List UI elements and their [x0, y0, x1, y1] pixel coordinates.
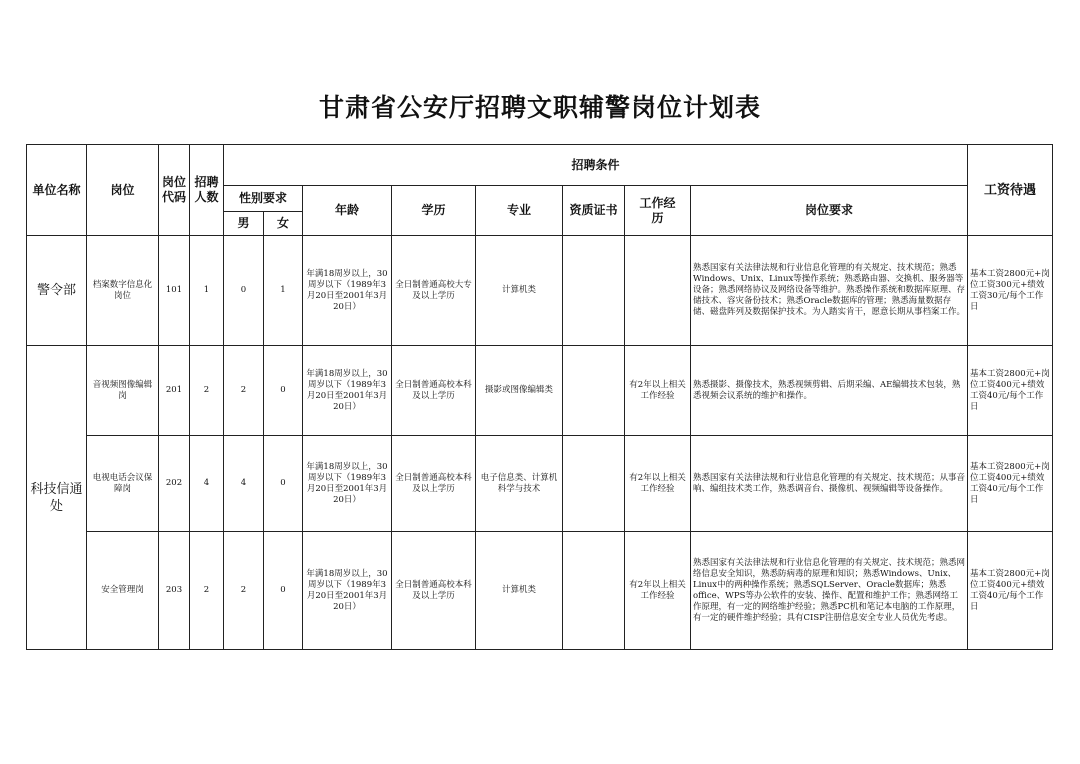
code-cell: 203: [159, 532, 190, 650]
header-code: 岗位代码: [159, 145, 190, 236]
major-cell: 电子信息类、计算机科学与技术: [476, 436, 563, 532]
male-cell: 2: [224, 532, 264, 650]
salary-cell: 基本工资2800元+岗位工资400元+绩效工资40元/每个工作日: [968, 346, 1053, 436]
experience-cell: [625, 236, 691, 346]
age-cell: 年满18周岁以上，30周岁以下（1989年3月20日至2001年3月20日）: [303, 532, 392, 650]
header-requirements: 岗位要求: [691, 186, 968, 236]
recruitment-plan-table: [26, 144, 1053, 650]
post-cell: 档案数字信息化岗位: [87, 236, 159, 346]
salary-cell: 基本工资2800元+岗位工资300元+绩效工资30元/每个工作日: [968, 236, 1053, 346]
header-male: 男: [224, 212, 264, 236]
experience-cell: 有2年以上相关工作经验: [625, 436, 691, 532]
certificate-cell: [563, 436, 625, 532]
age-cell: 年满18周岁以上，30周岁以下（1989年3月20日至2001年3月20日）: [303, 436, 392, 532]
requirements-cell: 熟悉国家有关法律法规和行业信息化管理的有关规定、技术规范；熟悉Windows、Unix、Linux等操作系统；熟悉路由器、交换机、服务器等设备；熟悉网络协议及网络设备等维护。熟悉操作系统和数据库原理、存储技术、容灾备份技术；熟悉Oracle数据库的管理；熟悉海量数据存储、磁盘阵列及数据保护技术。为人踏实肯干，愿意长期从事档案工作。: [691, 236, 968, 346]
education-cell: 全日制普通高校本科及以上学历: [392, 436, 476, 532]
table-row: [27, 236, 1053, 346]
header-major: 专业: [476, 186, 563, 236]
education-cell: 全日制普通高校本科及以上学历: [392, 346, 476, 436]
table-row: [27, 532, 1053, 650]
count-cell: 1: [190, 236, 224, 346]
experience-cell: 有2年以上相关工作经验: [625, 532, 691, 650]
header-salary: 工资待遇: [968, 145, 1053, 236]
header-experience: 工作经历: [625, 186, 691, 236]
code-cell: 202: [159, 436, 190, 532]
certificate-cell: [563, 346, 625, 436]
count-cell: 2: [190, 532, 224, 650]
major-cell: 计算机类: [476, 236, 563, 346]
male-cell: 4: [224, 436, 264, 532]
female-cell: 0: [264, 346, 303, 436]
header-education: 学历: [392, 186, 476, 236]
certificate-cell: [563, 532, 625, 650]
header-certificate: 资质证书: [563, 186, 625, 236]
age-cell: 年满18周岁以上，30周岁以下（1989年3月20日至2001年3月20日）: [303, 346, 392, 436]
header-age: 年龄: [303, 186, 392, 236]
code-cell: 201: [159, 346, 190, 436]
age-cell: 年满18周岁以上，30周岁以下（1989年3月20日至2001年3月20日）: [303, 236, 392, 346]
female-cell: 1: [264, 236, 303, 346]
header-female: 女: [264, 212, 303, 236]
header-post: 岗位: [87, 145, 159, 236]
header-count: 招聘人数: [190, 145, 224, 236]
major-cell: 摄影或图像编辑类: [476, 346, 563, 436]
experience-cell: 有2年以上相关工作经验: [625, 346, 691, 436]
count-cell: 2: [190, 346, 224, 436]
education-cell: 全日制普通高校大专及以上学历: [392, 236, 476, 346]
header-conditions: 招聘条件: [224, 145, 968, 186]
requirements-cell: 熟悉国家有关法律法规和行业信息化管理的有关规定、技术规范；熟悉网络信息安全知识，熟悉防病毒的原理和知识；熟悉Windows、Unix、Linux中的两种操作系统；熟悉SQLServer、Oracle数据库；熟悉office、WPS等办公软件的安装、操作、配置和维护工作；熟悉网络工作原理，有一定的网络维护经验；熟悉PC机和笔记本电脑的工作原理，有一定的硬件维护经验；具有CISP注册信息安全专业人员优先考虑。: [691, 532, 968, 650]
salary-cell: 基本工资2800元+岗位工资400元+绩效工资40元/每个工作日: [968, 532, 1053, 650]
code-cell: 101: [159, 236, 190, 346]
male-cell: 0: [224, 236, 264, 346]
post-cell: 音视频图像编辑岗: [87, 346, 159, 436]
female-cell: 0: [264, 436, 303, 532]
table-row: [27, 346, 1053, 436]
department-cell: 科技信通处: [27, 346, 87, 650]
male-cell: 2: [224, 346, 264, 436]
requirements-cell: 熟悉国家有关法律法规和行业信息化管理的有关规定、技术规范；从事音响、编组技术类工作，熟悉调音台、摄像机、视频编辑等设备操作。: [691, 436, 968, 532]
post-cell: 安全管理岗: [87, 532, 159, 650]
certificate-cell: [563, 236, 625, 346]
header-unit: 单位名称: [27, 145, 87, 236]
post-cell: 电视电话会议保障岗: [87, 436, 159, 532]
table-row: [27, 436, 1053, 532]
requirements-cell: 熟悉摄影、摄像技术，熟悉视频剪辑、后期采编、AE编辑技术包装，熟悉视频会议系统的维护和操作。: [691, 346, 968, 436]
department-cell: 警令部: [27, 236, 87, 346]
major-cell: 计算机类: [476, 532, 563, 650]
count-cell: 4: [190, 436, 224, 532]
header-gender: 性别要求: [224, 186, 303, 212]
female-cell: 0: [264, 532, 303, 650]
page-title: 甘肃省公安厅招聘文职辅警岗位计划表: [318, 93, 761, 122]
salary-cell: 基本工资2800元+岗位工资400元+绩效工资40元/每个工作日: [968, 436, 1053, 532]
education-cell: 全日制普通高校本科及以上学历: [392, 532, 476, 650]
